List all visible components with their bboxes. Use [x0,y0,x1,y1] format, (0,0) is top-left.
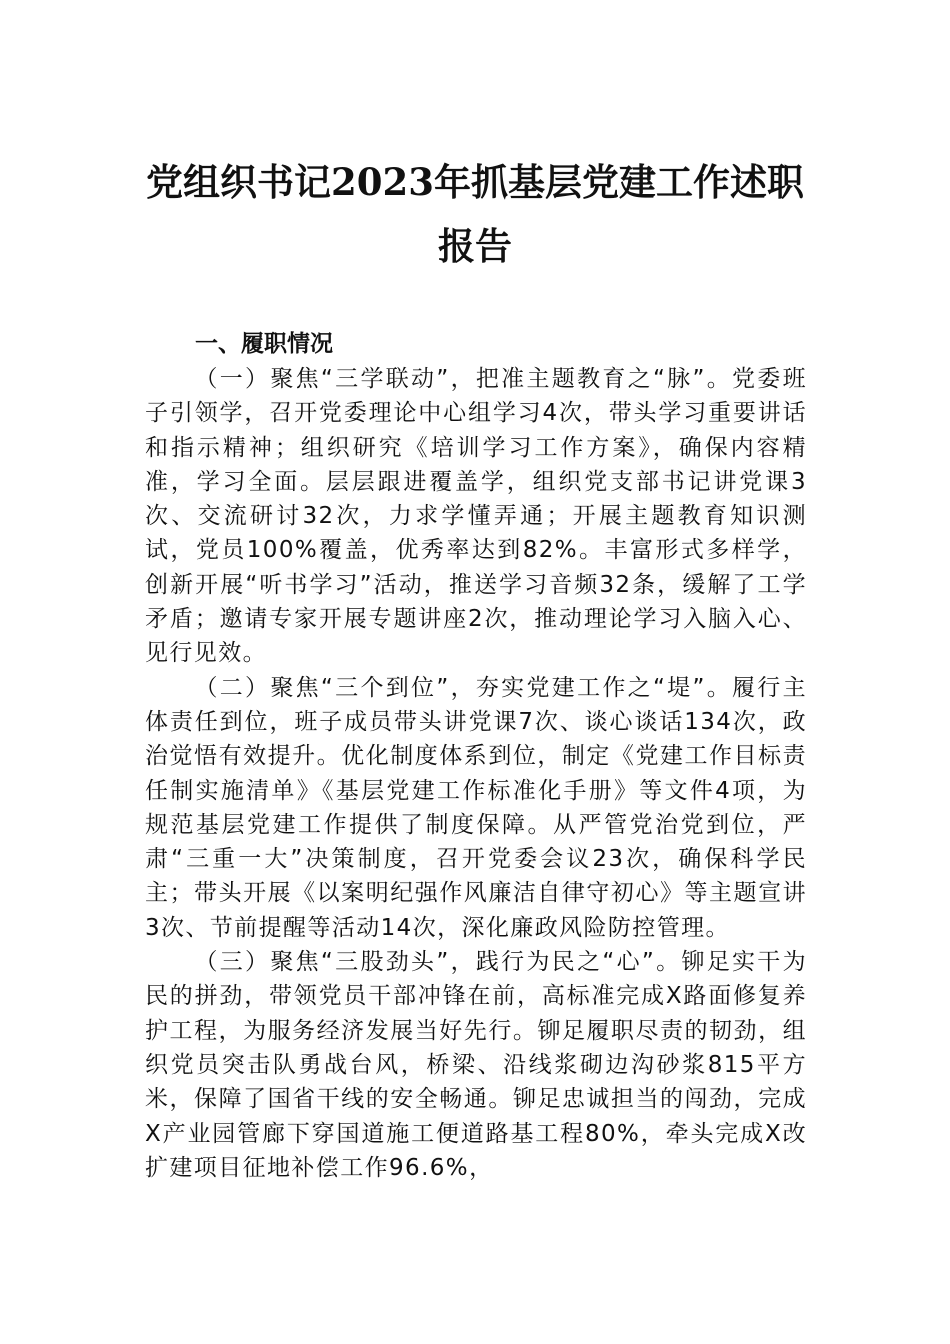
paragraph-1: （一）聚焦“三学联动”，把准主题教育之“脉”。党委班子引领学，召开党委理论中心组学习4次，带头学习重要讲话和指示精神；组织研究《培训学习工作方案》，确保内容精准，学习全面。层层跟进覆盖学，组织党支部书记讲党课3次、交流研讨32次，力求学懂弄通；开展主题教育知识测试，党员100%覆盖，优秀率达到82%。丰富形式多样学，创新开展“听书学习”活动，推送学习音频32条，缓解了工学矛盾；邀请专家开展专题讲座2次，推动理论学习入脑入心、见行见效。 [145,366,807,667]
document-body [145,362,807,1185]
paragraph-3: （三）聚焦“三股劲头”，践行为民之“心”。铆足实干为民的拼劲，带领党员干部冲锋在前，高标准完成X路面修复养护工程，为服务经济发展当好先行。铆足履职尽责的韧劲，组织党员突击队勇战台风，桥梁、沿线浆砌边沟砂浆815平方米，保障了国省干线的安全畅通。铆足忠诚担当的闯劲，完成X产业园管廊下穿国道施工便道路基工程80%，牵头完成X改扩建项目征地补偿工作96.6%， [145,949,807,1181]
paragraph-2: （二）聚焦“三个到位”，夯实党建工作之“堤”。履行主体责任到位，班子成员带头讲党课7次、谈心谈话134次，政治觉悟有效提升。优化制度体系到位，制定《党建工作目标责任制实施清单》《基层党建工作标准化手册》等文件4项，为规范基层党建工作提供了制度保障。从严管党治党到位，严肃“三重一大”决策制度，召开党委会议23次，确保科学民主；带头开展《以案明纪强作风廉洁自律守初心》等主题宣讲3次、节前提醒等活动14次，深化廉政风险防控管理。 [145,674,807,941]
section-heading: 一、履职情况 [195,331,333,357]
document-title: 党组织书记2023年抓基层党建工作述职报告 [146,160,804,268]
